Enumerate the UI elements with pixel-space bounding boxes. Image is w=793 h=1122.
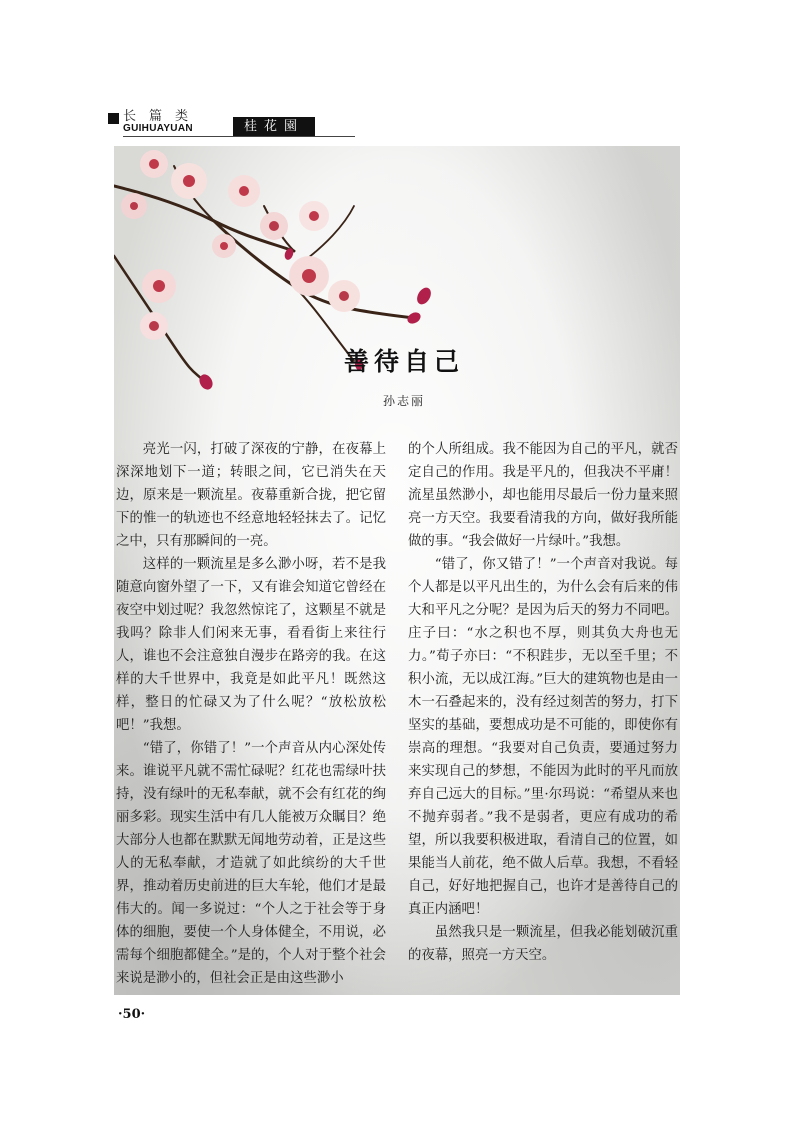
paragraph: 亮光一闪，打破了深夜的宁静，在夜幕上深深地划下一道；转眼之间，它已消失在天边，原来是一颗流星。夜幕重新合拢，把它留下的惟一的轨迹也不经意地轻轻抹去了。记忆之中，只有那瞬间的一亮。 — [116, 442, 386, 549]
header-column-name: 桂花園 — [233, 117, 315, 136]
header-english-name: GUIHUAYUAN — [123, 123, 193, 134]
paragraph: “错了，你错了！”一个声音从内心深处传来。谁说平凡就不需忙碌呢？红花也需绿叶扶持，没有绿叶的无私奉献，就不会有红花的绚丽多彩。现实生活中有几人能被万众瞩目？绝大部分人也都在默默无闻地劳动着，正是这些人的无私奉献，才造就了如此缤纷的大千世界，推动着历史前进的巨大车轮，他们才是最伟大的。闻一多说过：“个人之于社会等于身体的细胞，要使一个人身体健全，不用说，必需每个细胞都健全。”是的，个人对于整个社会来说是渺小的，但社会正是由这些渺小 — [116, 741, 386, 986]
page-number: ·50· — [118, 1007, 146, 1022]
header-rule — [123, 136, 355, 137]
section-header — [108, 103, 353, 139]
paragraph: 这样的一颗流星是多么渺小呀，若不是我随意向窗外望了一下，又有谁会知道它曾经在夜空中划过呢？我忽然惊诧了，这颗星不就是我吗？除非人们闲来无事，看看街上来往行人，谁也不会注意独自漫步在路旁的我。在这样的大千世界中，我竟是如此平凡！既然这样，整日的忙碌又为了什么呢？“放松放松吧！”我想。 — [116, 557, 386, 733]
header-square-mark — [108, 113, 119, 124]
article-panel — [114, 146, 680, 995]
article-author: 孙志丽 — [382, 394, 425, 408]
article-column-right — [408, 438, 678, 967]
paragraph-continued: 的个人所组成。我不能因为自己的平凡，就否定自己的作用。我是平凡的，但我决不平庸！流星虽然渺小，却也能用尽最后一份力量来照亮一方天空。我要看清我的方向，做好我所能做的事。“我会做好一片绿叶。”我想。 — [408, 442, 678, 549]
article-column-left — [116, 438, 386, 990]
article-title: 善待自己 — [344, 347, 465, 376]
paragraph: 虽然我只是一颗流星，但我必能划破沉重的夜幕，照亮一方天空。 — [408, 925, 678, 963]
paragraph: “错了，你又错了！”一个声音对我说。每个人都是以平凡出生的，为什么会有后来的伟大和平凡之分呢？是因为后天的努力不同吧。庄子曰：“水之积也不厚，则其负大舟也无力。”荀子亦曰：“不积跬步，无以至千里；不积小流，无以成江海。”巨大的建筑物也是由一木一石叠起来的，没有经过刻苦的努力，打下坚实的基础，要想成功是不可能的，即使你有崇高的理想。“我要对自己负责，要通过努力来实现自己的梦想，不能因为此时的平凡而放弃自己远大的目标。”里·尔玛说：“希望从来也不抛弃弱者。”我不是弱者，更应有成功的希望，所以我要积极进取，看清自己的位置，如果能当人前花，绝不做人后草。我想，不看轻自己，好好地把握自己，也许才是善待自己的真正内涵吧！ — [408, 557, 678, 917]
header-category: 长篇类 — [123, 109, 202, 124]
